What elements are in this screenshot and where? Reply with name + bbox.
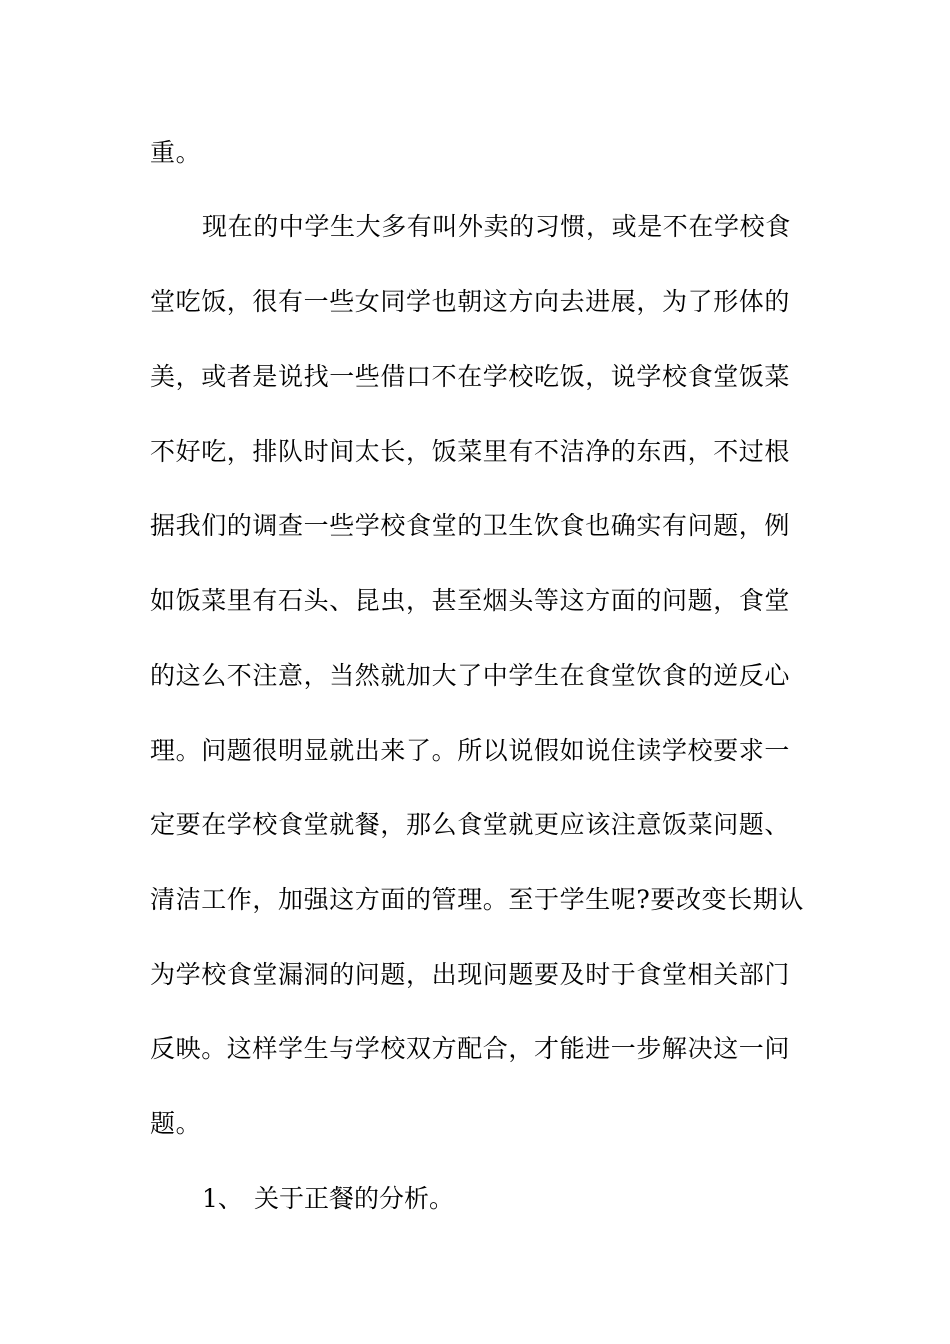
paragraph-line: 为学校食堂漏洞的问题，出现问题要及时于食堂相关部门: [150, 960, 791, 989]
list-item-text: 关于正餐的分析。: [254, 1184, 455, 1213]
paragraph-line: 的这么不注意，当然就加大了中学生在食堂饮食的逆反心: [150, 661, 791, 690]
paragraph-line: 理。问题很明显就出来了。所以说假如说住读学校要求一: [150, 736, 791, 765]
paragraph-line: 不好吃，排队时间太长，饭菜里有不洁净的东西，不过根: [150, 437, 791, 466]
paragraph-line: 定要在学校食堂就餐，那么食堂就更应该注意饭菜问题、: [150, 810, 791, 839]
paragraph-line: 清洁工作，加强这方面的管理。至于学生呢?要改变长期认: [150, 885, 805, 914]
continued-text-line: 重。: [150, 138, 202, 167]
paragraph-line: 美，或者是说找一些借口不在学校吃饭，说学校食堂饭菜: [150, 362, 791, 391]
paragraph-line: 现在的中学生大多有叫外卖的习惯，或是不在学校食: [202, 212, 791, 241]
paragraph-line: 据我们的调查一些学校食堂的卫生饮食也确实有问题，例: [150, 511, 791, 540]
list-item: [202, 1182, 454, 1216]
paragraph-line: 堂吃饭，很有一些女同学也朝这方向去进展，为了形体的: [150, 287, 791, 316]
paragraph-line: 题。: [150, 1109, 202, 1138]
list-item-number: 1、: [202, 1184, 243, 1213]
paragraph-line: 反映。这样学生与学校双方配合，才能进一步解决这一问: [150, 1034, 791, 1063]
paragraph-line: 如饭菜里有石头、昆虫，甚至烟头等这方面的问题，食堂: [150, 586, 791, 615]
